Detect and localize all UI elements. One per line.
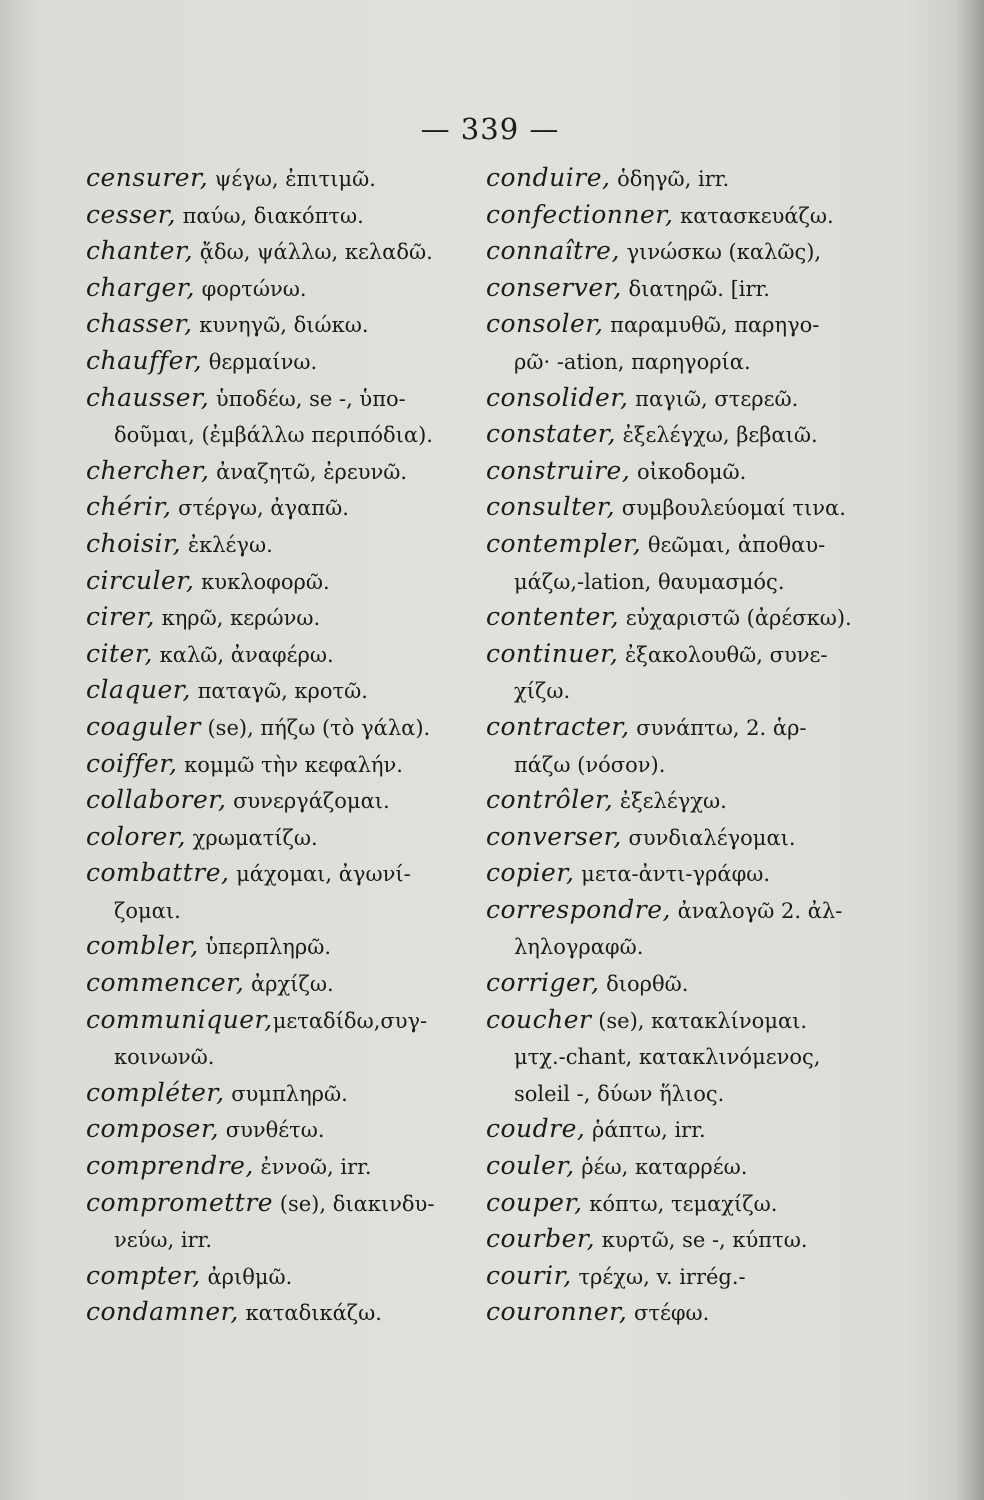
- entry-continuation: [486, 672, 886, 709]
- translation: ἀναλογῶ 2. ἀλ-: [670, 898, 843, 923]
- headword: courir,: [486, 1260, 572, 1290]
- translation: ῥάπτω, irr.: [585, 1118, 706, 1143]
- entry-continuation: [86, 1038, 486, 1075]
- translation: κυρτῶ, se -, κύπτω.: [595, 1228, 808, 1253]
- translation: πάζω (νόσον).: [514, 752, 666, 777]
- translation: φορτώνω.: [194, 276, 307, 301]
- translation: ὑπερπληρῶ.: [198, 935, 332, 960]
- dictionary-entry: [486, 819, 886, 856]
- translation: παταγῶ, κροτῶ.: [190, 679, 368, 704]
- translation: κυνηγῶ, διώκω.: [192, 313, 369, 338]
- dictionary-entry: [86, 233, 486, 270]
- translation: ὁδηγῶ, irr.: [610, 167, 730, 191]
- dictionary-entry: [86, 599, 486, 636]
- headword: continuer,: [486, 638, 619, 668]
- dictionary-entry: [86, 380, 486, 417]
- headword: courber,: [486, 1224, 596, 1254]
- translation: συνθέτω.: [219, 1118, 325, 1143]
- dictionary-entry: [486, 380, 886, 417]
- dictionary-entry: [86, 855, 486, 892]
- translation: γινώσκω (καλῶς),: [619, 240, 822, 265]
- translation: συμβουλεύομαί τινα.: [615, 496, 846, 521]
- dictionary-entry: [486, 855, 886, 892]
- headword: condamner,: [86, 1297, 239, 1327]
- dictionary-entry: [86, 1258, 486, 1295]
- translation: soleil -, δύων ἥλιος.: [514, 1081, 725, 1106]
- dictionary-entry: [486, 1221, 886, 1258]
- entry-continuation: [86, 416, 486, 453]
- dictionary-entry: [86, 1111, 486, 1148]
- dictionary-entry: [86, 819, 486, 856]
- headword: construire,: [486, 455, 631, 485]
- translation: μάζω,-lation, θαυμασμός.: [514, 569, 785, 594]
- headword: connaître,: [486, 236, 620, 266]
- headword: converser,: [486, 821, 622, 851]
- headword: chanter,: [86, 236, 194, 266]
- dictionary-entry: [486, 233, 886, 270]
- dictionary-entry: [86, 1002, 486, 1039]
- headword: compléter,: [86, 1077, 225, 1107]
- translation: κομμῶ τὴν κεφαλήν.: [177, 752, 403, 777]
- translation: μετα-ἀντι-γράφω.: [574, 862, 771, 887]
- headword: chercher,: [86, 455, 210, 485]
- dictionary-entry: [86, 453, 486, 490]
- translation: ἀριθμῶ.: [200, 1264, 293, 1289]
- dictionary-entry: [486, 526, 886, 563]
- translation: παύω, διακόπτω.: [175, 203, 364, 228]
- headword: couper,: [486, 1187, 583, 1217]
- translation: διορθῶ.: [599, 972, 689, 997]
- dictionary-entry: [486, 709, 886, 746]
- headword: couler,: [486, 1151, 575, 1181]
- headword: confectionner,: [486, 199, 674, 229]
- translation: συνδιαλέγομαι.: [621, 825, 796, 850]
- headword: commencer,: [86, 968, 245, 998]
- headword: claquer,: [86, 675, 191, 705]
- dictionary-entry: [486, 489, 886, 526]
- entry-continuation: [486, 343, 886, 380]
- dictionary-entry: [86, 306, 486, 343]
- dictionary-entry: [86, 965, 486, 1002]
- dictionary-entry: [486, 965, 886, 1002]
- headword: conserver,: [486, 272, 622, 302]
- dictionary-entry: [86, 489, 486, 526]
- headword: constater,: [486, 419, 616, 449]
- headword: cirer,: [86, 602, 155, 632]
- headword: charger,: [86, 272, 195, 302]
- translation: ζομαι.: [114, 898, 181, 923]
- headword: chauffer,: [86, 345, 203, 375]
- entry-continuation: [486, 563, 886, 600]
- translation: κατασκευάζω.: [673, 203, 834, 228]
- translation: χρωματίζω.: [186, 825, 318, 850]
- translation: εὐχαριστῶ (ἀρέσκω).: [619, 606, 852, 631]
- dictionary-entry: [86, 1185, 486, 1222]
- headword: colorer,: [86, 821, 186, 851]
- dictionary-entry: [486, 416, 886, 453]
- dictionary-entry: [86, 672, 486, 709]
- headword: communiquer,: [86, 1004, 273, 1034]
- headword: contracter,: [486, 711, 630, 741]
- translation: δοῦμαι, (ἐμβάλλω περιπόδια).: [114, 423, 433, 448]
- dictionary-entry: [486, 1148, 886, 1185]
- headword: compter,: [86, 1260, 201, 1290]
- headword: cesser,: [86, 199, 176, 229]
- entry-continuation: [486, 1075, 886, 1112]
- translation: στέργω, ἀγαπῶ.: [171, 496, 349, 521]
- dictionary-entry: [86, 1148, 486, 1185]
- headword: circuler,: [86, 565, 195, 595]
- dictionary-entry: [86, 160, 486, 197]
- translation: ᾄδω, ψάλλω, κελαδῶ.: [193, 240, 433, 265]
- translation: (se), πήζω (τὸ γάλα).: [200, 715, 431, 740]
- headword: chausser,: [86, 382, 210, 412]
- dictionary-entry: [486, 1185, 886, 1222]
- translation: κόπτω, τεμαχίζω.: [582, 1191, 778, 1216]
- dictionary-entry: [86, 709, 486, 746]
- dictionary-entry: [86, 526, 486, 563]
- dictionary-entry: [486, 782, 886, 819]
- dictionary-entry: [86, 928, 486, 965]
- dictionary-entry: [486, 1258, 886, 1295]
- headword: contrôler,: [486, 785, 614, 815]
- translation: ρῶ· -ation, παρηγορία.: [514, 349, 751, 374]
- dictionary-entry: [486, 599, 886, 636]
- headword: conduire,: [486, 163, 611, 192]
- entry-continuation: [486, 1038, 886, 1075]
- headword: consoler,: [486, 309, 604, 339]
- right-column: [486, 160, 886, 1331]
- translation: καταδικάζω.: [238, 1301, 382, 1326]
- translation: παραμυθῶ, παρηγο-: [603, 313, 820, 338]
- headword: comprendre,: [86, 1151, 254, 1181]
- translation: μεταδίδω,συγ-: [272, 1008, 428, 1033]
- dictionary-entry: [486, 453, 886, 490]
- headword: chasser,: [86, 309, 193, 339]
- translation: θεῶμαι, ἀποθαυ-: [641, 532, 826, 557]
- headword: corriger,: [486, 968, 600, 998]
- headword: consulter,: [486, 492, 616, 522]
- headword: combattre,: [86, 858, 230, 888]
- translation: παγιῶ, στερεῶ.: [628, 386, 799, 411]
- translation: ῥέω, καταρρέω.: [574, 1155, 748, 1180]
- headword: copier,: [486, 858, 575, 888]
- translation: διατηρῶ. [irr.: [621, 276, 770, 301]
- translation: στέφω.: [627, 1301, 710, 1326]
- headword: contenter,: [486, 602, 620, 632]
- dictionary-entry: [486, 270, 886, 307]
- entry-continuation: [86, 1221, 486, 1258]
- translation: τρέχω, v. irrég.-: [571, 1264, 746, 1289]
- headword: citer,: [86, 638, 153, 668]
- entry-continuation: [486, 746, 886, 783]
- translation: (se), κατακλίνομαι.: [591, 1008, 808, 1033]
- dictionary-entry: [86, 746, 486, 783]
- translation: ἐξελέγχω.: [613, 789, 727, 814]
- dictionary-entry: [86, 636, 486, 673]
- dictionary-entry: [86, 197, 486, 234]
- translation: κυκλοφορῶ.: [194, 569, 330, 594]
- headword: couronner,: [486, 1297, 628, 1327]
- headword: coucher: [486, 1004, 592, 1034]
- translation: συνάπτω, 2. ἁρ-: [629, 715, 807, 740]
- translation: συνεργάζομαι.: [226, 789, 390, 814]
- dictionary-entry: [486, 197, 886, 234]
- translation: καλῶ, ἀναφέρω.: [153, 642, 334, 667]
- dictionary-entry: [86, 343, 486, 380]
- headword: contempler,: [486, 528, 642, 558]
- dictionary-entry: [86, 1075, 486, 1112]
- headword: collaborer,: [86, 785, 227, 815]
- dictionary-entry: [86, 270, 486, 307]
- dictionary-entry: [486, 306, 886, 343]
- dictionary-entry: [486, 892, 886, 929]
- translation: κηρῶ, κερώνω.: [154, 606, 321, 631]
- translation: (se), διακινδυ-: [273, 1191, 435, 1216]
- translation: ἐξελέγχω, βεβαιῶ.: [615, 423, 818, 448]
- translation: ἐκλέγω.: [181, 532, 273, 557]
- dictionary-entry: [486, 1294, 886, 1331]
- dictionary-entry: [86, 563, 486, 600]
- headword: consolider,: [486, 382, 629, 412]
- translation: ἐννοῶ, irr.: [253, 1155, 372, 1180]
- translation: ληλογραφῶ.: [514, 935, 644, 960]
- translation: κοινωνῶ.: [114, 1045, 215, 1070]
- dictionary-entry: [486, 1002, 886, 1039]
- headword: coaguler: [86, 711, 201, 741]
- translation: μτχ.-chant, κατακλινόμενος,: [514, 1045, 821, 1070]
- translation: μάχομαι, ἀγωνί-: [229, 862, 411, 887]
- headword: censurer,: [86, 163, 209, 192]
- headword: correspondre,: [486, 894, 671, 924]
- translation: θερμαίνω.: [202, 349, 318, 374]
- translation: ὑποδέω, se -, ὑπο-: [209, 386, 406, 411]
- translation: ἐξακολουθῶ, συνε-: [618, 642, 828, 667]
- page-number: — 339 —: [420, 112, 560, 146]
- headword: chérir,: [86, 492, 172, 522]
- translation: χίζω.: [514, 679, 571, 704]
- translation: ἀναζητῶ, ἐρευνῶ.: [209, 459, 408, 484]
- translation: συμπληρῶ.: [224, 1081, 348, 1106]
- dictionary-entry: [486, 636, 886, 673]
- page-binding-shadow: [956, 0, 984, 1500]
- headword: coudre,: [486, 1114, 586, 1144]
- translation: ἀρχίζω.: [244, 972, 334, 997]
- translation: νεύω, irr.: [114, 1228, 213, 1253]
- dictionary-entry: [86, 1294, 486, 1331]
- headword: composer,: [86, 1114, 220, 1144]
- headword: combler,: [86, 931, 199, 961]
- entry-continuation: [486, 928, 886, 965]
- translation: ψέγω, ἐπιτιμῶ.: [208, 167, 376, 191]
- dictionary-entry: [486, 1111, 886, 1148]
- headword: coiffer,: [86, 748, 178, 778]
- translation: οἰκοδομῶ.: [630, 459, 747, 484]
- left-column: [86, 160, 486, 1331]
- dictionary-entry: [486, 160, 886, 197]
- dictionary-entry: [86, 782, 486, 819]
- headword: choisir,: [86, 528, 182, 558]
- headword: compromettre: [86, 1187, 274, 1217]
- entry-continuation: [86, 892, 486, 929]
